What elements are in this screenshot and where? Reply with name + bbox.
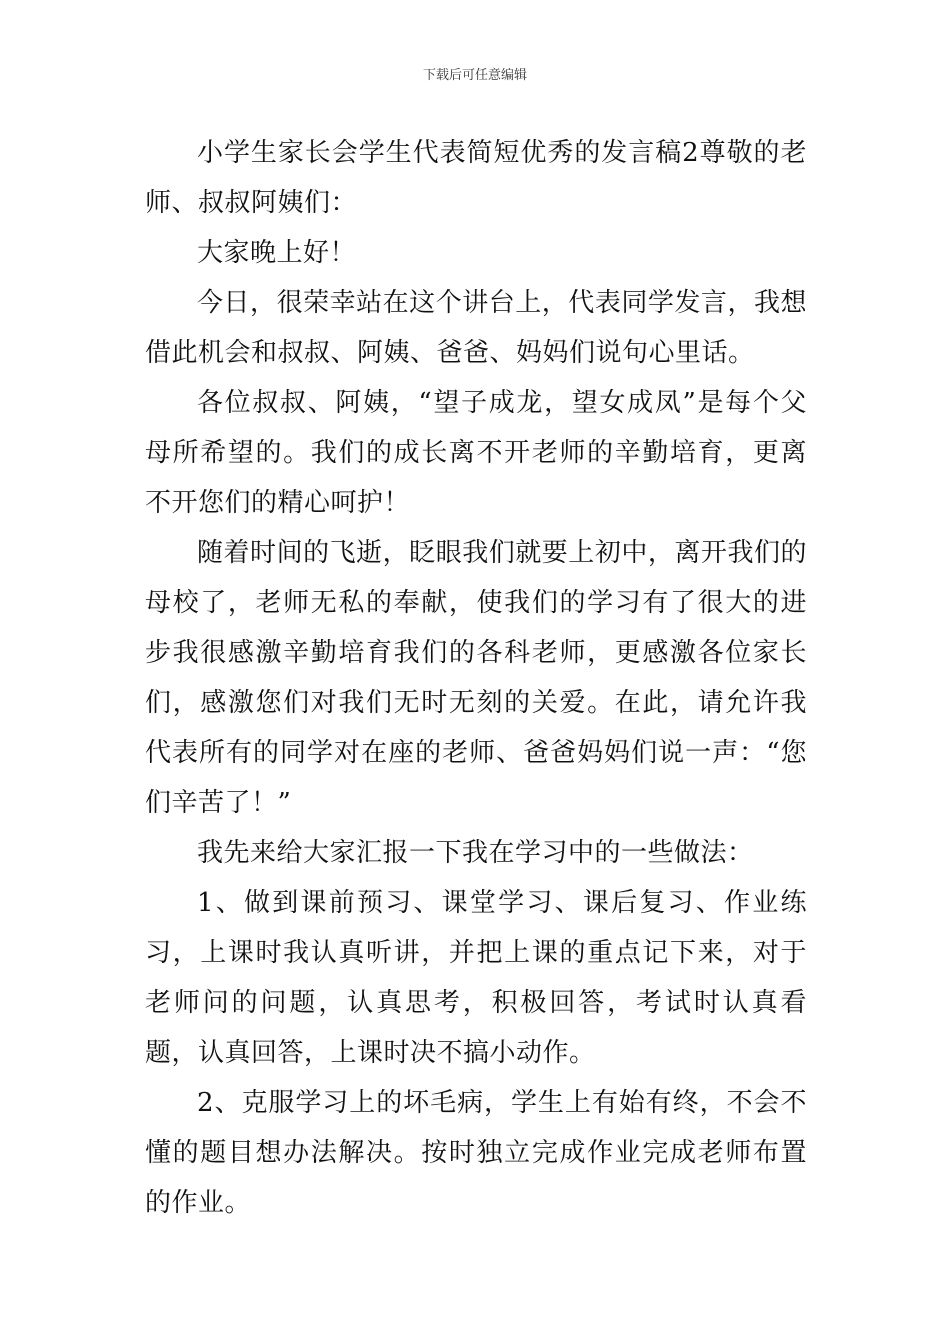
paragraph-method-1: 1、做到课前预习、课堂学习、课后复习、作业练习，上课时我认真听讲，并把上课的重点记下来，对于老师问的问题，认真思考，积极回答，考试时认真看题，认真回答，上课时决不搞小动作。 <box>145 888 807 1068</box>
page-header-note: 下载后可任意编辑 <box>422 68 527 83</box>
paragraph-gratitude: 随着时间的飞逝，眨眼我们就要上初中，离开我们的母校了，老师无私的奉献，使我们的学习有了很大的进步我很感激辛勤培育我们的各科老师，更感激各位家长们，感激您们对我们无时无刻的关爱。在此，请允许我代表所有的同学对在座的老师、爸爸妈妈们说一声：“您们辛苦了！” <box>145 538 807 818</box>
paragraph-parents: 各位叔叔、阿姨，“望子成龙，望女成凤”是每个父母所希望的。我们的成长离不开老师的辛勤培育，更离不开您们的精心呵护！ <box>145 388 807 518</box>
paragraph-greeting: 大家晚上好！ <box>197 238 357 268</box>
paragraph-method-2: 2、克服学习上的坏毛病，学生上有始有终，不会不懂的题目想办法解决。按时独立完成作业完成老师布置的作业。 <box>145 1088 807 1218</box>
paragraph-title-greeting: 小学生家长会学生代表简短优秀的发言稿2尊敬的老师、叔叔阿姨们： <box>145 138 807 218</box>
paragraph-report-intro: 我先来给大家汇报一下我在学习中的一些做法： <box>197 838 754 868</box>
paragraph-intro: 今日，很荣幸站在这个讲台上，代表同学发言，我想借此机会和叔叔、阿姨、爸爸、妈妈们说句心里话。 <box>145 288 807 368</box>
document-body <box>145 128 807 1228</box>
